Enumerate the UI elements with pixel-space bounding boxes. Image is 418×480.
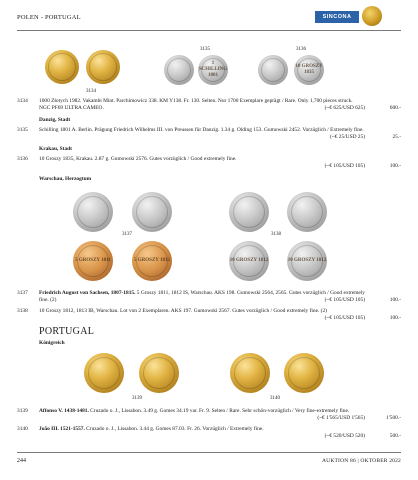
subheading-krakau: Krakau, Stadt: [39, 146, 72, 152]
coin-3139-obverse: [84, 353, 124, 393]
lot-ruler: João III. 1521-1557.: [39, 426, 85, 432]
coin-3137-b-reverse: [132, 241, 172, 281]
lot-price: 500.-: [389, 433, 401, 439]
lot-price: 25.-: [392, 134, 401, 140]
section-heading-portugal: PORTUGAL: [39, 326, 95, 337]
lot-ruler: Affonso V. 1438-1481.: [39, 408, 89, 414]
coin-3140-obverse: [230, 353, 270, 393]
coin-3136-reverse: [294, 55, 324, 85]
lot-description: Schilling 1801 A. Berlin. Prägung Friedrich Wilhelms III. von Preussen für Danzig. 1.34 g. Olding 153. Gumowski 2452. Vorzüglich / Extremely fine.: [39, 127, 364, 133]
lot-number: 3136: [17, 156, 28, 162]
lot-price: 100.-: [389, 163, 401, 169]
coin-label: 3140: [270, 396, 280, 401]
lot-price: 100.-: [389, 315, 401, 321]
coin-legend: 5 GROSZY 1812: [134, 258, 170, 263]
lot-description: Cruzado o. J., Lissabon. 3.44 g. Gomes 87.03. Fr. 26. Vorzüglich / Extremely fine.: [84, 426, 264, 432]
subheading-warschau: Warschau, Herzogtum: [39, 176, 92, 182]
coin-legend: 10 GROSZY 1812: [287, 258, 327, 263]
coin-legend: 1 SCHILLING 1801: [198, 61, 228, 78]
coin-legend: 10 GROSZY 1812: [229, 258, 269, 263]
lot-price: 1'500.-: [386, 415, 401, 421]
subheading-koenigreich: Königreich: [39, 340, 65, 346]
header-rule: [17, 30, 401, 31]
page-header: [17, 8, 410, 32]
lot-description: 10 Groszy 1812, 1813 IB, Warschau. Lot von 2 Exemplaren. AKS 197. Gumowski 2567. Gutes vorzüglich / Good extremely fine. (2): [39, 308, 327, 314]
brand-badge: SINCONA: [315, 11, 359, 23]
footer-rule: [17, 452, 401, 453]
coin-label: 3134: [86, 89, 96, 94]
lot-number: 3134: [17, 98, 28, 104]
auction-info: AUKTION 86 | OKTOBER 2022: [321, 458, 401, 464]
coin-3138-a-reverse: [229, 241, 269, 281]
coin-3136-obverse: [258, 55, 288, 85]
coin-label: 3136: [296, 47, 306, 52]
lot-reference-price: (~€ 25/USD 25): [330, 134, 365, 140]
coin-3139-reverse: [139, 353, 179, 393]
page-number: 244: [17, 458, 26, 464]
coin-3134-obverse: [45, 50, 79, 84]
coin-3137-a-obverse: [73, 192, 113, 232]
lot-description: 10 Groszy 1835, Krakau. 2.87 g. Gumowski 2576. Gutes vorzüglich / Good extremely fine.: [39, 156, 237, 162]
coin-3138-b-reverse: [287, 241, 327, 281]
lot-number: 3138: [17, 308, 28, 314]
coin-3135-reverse: [198, 55, 228, 85]
coin-3137-b-obverse: [132, 192, 172, 232]
subheading-danzig: Danzig, Stadt: [39, 117, 71, 123]
coin-3137-a-reverse: [73, 241, 113, 281]
lot-description: Cruzado o. J., Lissabon. 3.49 g. Gomes 34.19 var. Fr. 9. Selten / Rare. Sehr schön-vorzüglich / Very fine-extremely fine.: [88, 408, 350, 414]
lot-reference-price: (~€ 625/USD 625): [324, 105, 365, 111]
running-title: POLEN - PORTUGAL: [17, 14, 81, 21]
coin-3134-reverse: [86, 50, 120, 84]
lot-price: 600.-: [389, 105, 401, 111]
lot-number: 3137: [17, 290, 28, 296]
coin-legend: 5 GROSZY 1811: [75, 258, 111, 263]
lot-reference-price: (~€ 520/USD 520): [324, 433, 365, 439]
lot-number: 3140: [17, 426, 28, 432]
lot-description: 1000 Złotych 1982. Vakambi Mint. Parchimowicz 338. KM Y138. Fr. 130. Selten. Nur 1700 Exemplare geprägt / Rare. Only 1,700 pieces struck. NGC PF69 ULTRA CAMEO.: [39, 98, 353, 111]
lot-ruler: Friedrich August von Sachsen, 1807-1815.: [39, 290, 136, 296]
coin-3140-reverse: [284, 353, 324, 393]
coin-3138-a-obverse: [229, 192, 269, 232]
lot-number: 3139: [17, 408, 28, 414]
brand-coin-icon: [362, 6, 382, 26]
coin-3138-b-obverse: [287, 192, 327, 232]
coin-label: 3139: [132, 396, 142, 401]
lot-reference-price: (~€ 105/USD 105): [324, 297, 365, 303]
coin-label: 3137: [122, 232, 132, 237]
lot-reference-price: (~€ 105/USD 105): [324, 315, 365, 321]
lot-number: 3135: [17, 127, 28, 133]
lot-reference-price: (~€ 1'565/USD 1'565): [317, 415, 365, 421]
lot-reference-price: (~€ 105/USD 105): [324, 163, 365, 169]
coin-legend: 10 GROSZY 1835: [295, 64, 323, 75]
coin-label: 3135: [200, 47, 210, 52]
lot-description: 5 Groszy 1811, 1812 IS, Warschau. AKS 198. Gumowski 2564, 2565. Gutes vorzüglich / Good extremely fine. (2): [39, 290, 365, 303]
lot-price: 100.-: [389, 297, 401, 303]
coin-label: 3138: [271, 232, 281, 237]
coin-3135-obverse: [164, 55, 194, 85]
